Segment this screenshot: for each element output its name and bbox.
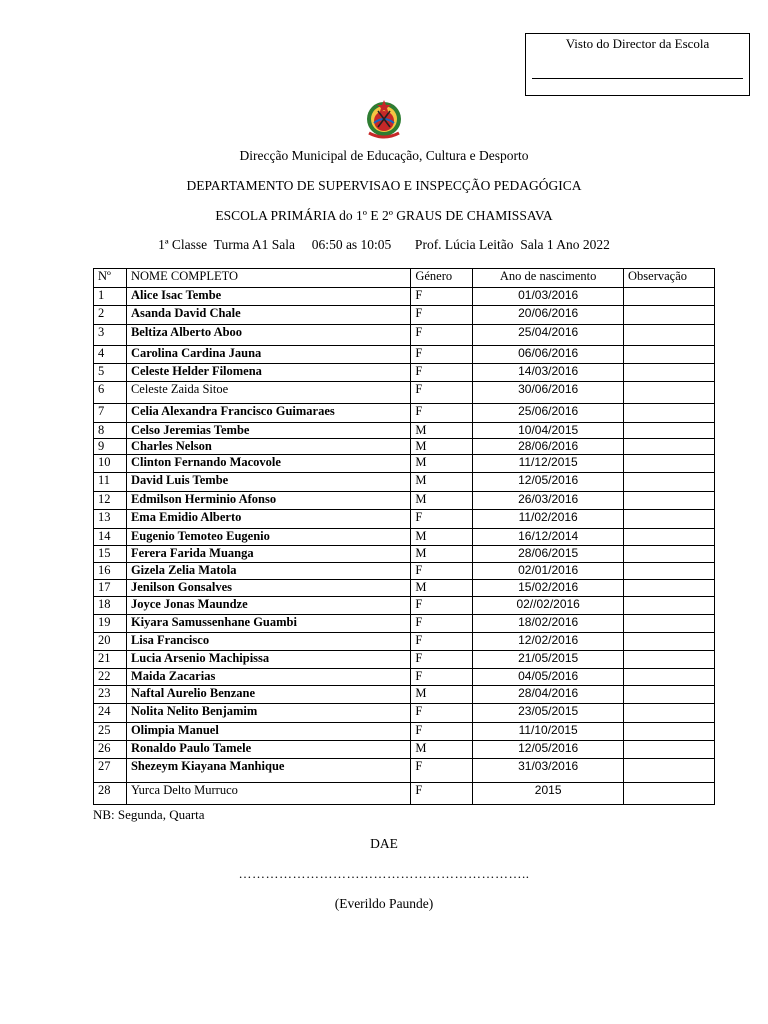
cell-number: 9 bbox=[94, 439, 127, 455]
cell-gender: M bbox=[411, 473, 473, 492]
col-header-gender: Género bbox=[411, 269, 473, 288]
cell-birth-date: 31/03/2016 bbox=[473, 759, 624, 783]
cell-observation bbox=[624, 455, 715, 473]
cell-observation bbox=[624, 669, 715, 686]
cell-birth-date: 2015 bbox=[473, 783, 624, 805]
cell-observation bbox=[624, 546, 715, 563]
cell-name: Carolina Cardina Jauna bbox=[126, 346, 410, 364]
director-approval-label: Visto do Director da Escola bbox=[565, 36, 710, 51]
director-approval-box bbox=[525, 33, 750, 96]
cell-birth-date: 12/02/2016 bbox=[473, 633, 624, 651]
cell-number: 28 bbox=[94, 783, 127, 805]
cell-name: Ferera Farida Muanga bbox=[126, 546, 410, 563]
cell-name: Eugenio Temoteo Eugenio bbox=[126, 529, 410, 546]
cell-gender: M bbox=[411, 455, 473, 473]
cell-observation bbox=[624, 563, 715, 580]
table-row bbox=[94, 783, 715, 805]
table-row bbox=[94, 364, 715, 382]
cell-number: 16 bbox=[94, 563, 127, 580]
cell-gender: F bbox=[411, 704, 473, 723]
cell-number: 25 bbox=[94, 723, 127, 741]
cell-number: 23 bbox=[94, 686, 127, 704]
department-heading: DEPARTAMENTO DE SUPERVISAO E INSPECÇÃO PEDAGÓGICA bbox=[186, 178, 582, 193]
cell-name: Lucia Arsenio Machipissa bbox=[126, 651, 410, 669]
cell-gender: F bbox=[411, 382, 473, 404]
cell-number: 22 bbox=[94, 669, 127, 686]
cell-name: Ema Emidio Alberto bbox=[126, 510, 410, 529]
table-header-row bbox=[94, 269, 715, 288]
cell-observation bbox=[624, 759, 715, 783]
cell-gender: F bbox=[411, 325, 473, 346]
cell-name: Ronaldo Paulo Tamele bbox=[126, 741, 410, 759]
cell-birth-date: 02/01/2016 bbox=[473, 563, 624, 580]
table-row bbox=[94, 529, 715, 546]
cell-observation bbox=[624, 364, 715, 382]
cell-number: 7 bbox=[94, 404, 127, 423]
coat-of-arms-emblem-icon bbox=[361, 97, 407, 139]
signature-line bbox=[532, 78, 743, 79]
table-row bbox=[94, 563, 715, 580]
cell-gender: F bbox=[411, 615, 473, 633]
table-row bbox=[94, 615, 715, 633]
cell-number: 1 bbox=[94, 288, 127, 306]
cell-number: 12 bbox=[94, 492, 127, 510]
table-row bbox=[94, 404, 715, 423]
cell-observation bbox=[624, 288, 715, 306]
table-row bbox=[94, 510, 715, 529]
cell-name: Joyce Jonas Maundze bbox=[126, 597, 410, 615]
cell-name: Naftal Aurelio Benzane bbox=[126, 686, 410, 704]
cell-name: Celeste Zaida Sitoe bbox=[126, 382, 410, 404]
cell-name: Yurca Delto Murruco bbox=[126, 783, 410, 805]
cell-number: 14 bbox=[94, 529, 127, 546]
cell-birth-date: 20/06/2016 bbox=[473, 306, 624, 325]
cell-gender: F bbox=[411, 783, 473, 805]
class-info-text: 1ª Classe Turma A1 Sala 06:50 as 10:05 Prof. Lúcia Leitão Sala 1 Ano 2022 bbox=[158, 237, 610, 252]
cell-name: Asanda David Chale bbox=[126, 306, 410, 325]
cell-name: Gizela Zelia Matola bbox=[126, 563, 410, 580]
cell-birth-date: 01/03/2016 bbox=[473, 288, 624, 306]
cell-gender: F bbox=[411, 346, 473, 364]
cell-number: 24 bbox=[94, 704, 127, 723]
cell-name: Beltiza Alberto Aboo bbox=[126, 325, 410, 346]
cell-observation bbox=[624, 306, 715, 325]
cell-gender: F bbox=[411, 404, 473, 423]
cell-name: Jenilson Gonsalves bbox=[126, 580, 410, 597]
cell-number: 17 bbox=[94, 580, 127, 597]
table-row bbox=[94, 346, 715, 364]
cell-gender: F bbox=[411, 306, 473, 325]
cell-number: 20 bbox=[94, 633, 127, 651]
cell-gender: F bbox=[411, 669, 473, 686]
cell-observation bbox=[624, 741, 715, 759]
cell-observation bbox=[624, 615, 715, 633]
cell-gender: F bbox=[411, 288, 473, 306]
dae-label: DAE bbox=[370, 836, 398, 851]
table-row bbox=[94, 704, 715, 723]
cell-gender: F bbox=[411, 759, 473, 783]
cell-name: Celia Alexandra Francisco Guimaraes bbox=[126, 404, 410, 423]
cell-number: 15 bbox=[94, 546, 127, 563]
cell-birth-date: 06/06/2016 bbox=[473, 346, 624, 364]
cell-observation bbox=[624, 783, 715, 805]
cell-gender: F bbox=[411, 723, 473, 741]
cell-gender: F bbox=[411, 510, 473, 529]
cell-birth-date: 12/05/2016 bbox=[473, 473, 624, 492]
cell-gender: M bbox=[411, 580, 473, 597]
cell-birth-date: 11/02/2016 bbox=[473, 510, 624, 529]
cell-observation bbox=[624, 439, 715, 455]
cell-name: Edmilson Herminio Afonso bbox=[126, 492, 410, 510]
cell-name: David Luis Tembe bbox=[126, 473, 410, 492]
cell-number: 11 bbox=[94, 473, 127, 492]
cell-observation bbox=[624, 423, 715, 439]
cell-number: 5 bbox=[94, 364, 127, 382]
cell-gender: F bbox=[411, 651, 473, 669]
cell-birth-date: 14/03/2016 bbox=[473, 364, 624, 382]
cell-gender: M bbox=[411, 546, 473, 563]
table-row bbox=[94, 288, 715, 306]
col-header-observation: Observação bbox=[624, 269, 715, 288]
cell-number: 21 bbox=[94, 651, 127, 669]
table-row bbox=[94, 723, 715, 741]
table-row bbox=[94, 473, 715, 492]
cell-observation bbox=[624, 651, 715, 669]
table-row bbox=[94, 423, 715, 439]
cell-birth-date: 28/06/2016 bbox=[473, 439, 624, 455]
cell-name: Maida Zacarias bbox=[126, 669, 410, 686]
cell-number: 4 bbox=[94, 346, 127, 364]
cell-gender: F bbox=[411, 597, 473, 615]
signatory-name: (Everildo Paunde) bbox=[334, 896, 434, 911]
cell-name: Clinton Fernando Macovole bbox=[126, 455, 410, 473]
school-heading: ESCOLA PRIMÁRIA do 1º E 2º GRAUS DE CHAMISSAVA bbox=[215, 208, 553, 223]
cell-birth-date: 10/04/2015 bbox=[473, 423, 624, 439]
cell-observation bbox=[624, 686, 715, 704]
cell-birth-date: 02//02/2016 bbox=[473, 597, 624, 615]
cell-birth-date: 12/05/2016 bbox=[473, 741, 624, 759]
cell-number: 2 bbox=[94, 306, 127, 325]
cell-number: 19 bbox=[94, 615, 127, 633]
cell-gender: F bbox=[411, 563, 473, 580]
cell-observation bbox=[624, 382, 715, 404]
cell-observation bbox=[624, 580, 715, 597]
cell-name: Alice Isac Tembe bbox=[126, 288, 410, 306]
cell-number: 10 bbox=[94, 455, 127, 473]
nb-note: NB: Segunda, Quarta bbox=[93, 807, 205, 822]
municipal-directorate-heading: Direcção Municipal de Educação, Cultura e Desporto bbox=[239, 148, 529, 163]
table-row bbox=[94, 669, 715, 686]
cell-gender: F bbox=[411, 364, 473, 382]
cell-observation bbox=[624, 723, 715, 741]
cell-observation bbox=[624, 510, 715, 529]
cell-number: 18 bbox=[94, 597, 127, 615]
table-row bbox=[94, 759, 715, 783]
cell-observation bbox=[624, 597, 715, 615]
table-row bbox=[94, 686, 715, 704]
cell-birth-date: 25/04/2016 bbox=[473, 325, 624, 346]
cell-birth-date: 28/06/2015 bbox=[473, 546, 624, 563]
cell-gender: M bbox=[411, 439, 473, 455]
cell-birth-date: 26/03/2016 bbox=[473, 492, 624, 510]
cell-birth-date: 28/04/2016 bbox=[473, 686, 624, 704]
cell-number: 13 bbox=[94, 510, 127, 529]
table-body bbox=[94, 288, 715, 805]
table-row bbox=[94, 306, 715, 325]
table-row bbox=[94, 492, 715, 510]
cell-name: Nolita Nelito Benjamim bbox=[126, 704, 410, 723]
signature-dotted-line: ……………………………………………………….. bbox=[238, 866, 530, 881]
table-row bbox=[94, 455, 715, 473]
cell-birth-date: 30/06/2016 bbox=[473, 382, 624, 404]
cell-birth-date: 11/12/2015 bbox=[473, 455, 624, 473]
cell-gender: M bbox=[411, 492, 473, 510]
cell-number: 26 bbox=[94, 741, 127, 759]
table-row bbox=[94, 439, 715, 455]
cell-gender: M bbox=[411, 423, 473, 439]
table-row bbox=[94, 597, 715, 615]
cell-observation bbox=[624, 633, 715, 651]
cell-gender: M bbox=[411, 529, 473, 546]
col-header-birth: Ano de nascimento bbox=[473, 269, 624, 288]
cell-observation bbox=[624, 704, 715, 723]
table-row bbox=[94, 546, 715, 563]
table-row bbox=[94, 325, 715, 346]
cell-birth-date: 16/12/2014 bbox=[473, 529, 624, 546]
table-row bbox=[94, 580, 715, 597]
cell-birth-date: 21/05/2015 bbox=[473, 651, 624, 669]
cell-name: Kiyara Samussenhane Guambi bbox=[126, 615, 410, 633]
cell-observation bbox=[624, 346, 715, 364]
cell-number: 27 bbox=[94, 759, 127, 783]
cell-number: 6 bbox=[94, 382, 127, 404]
table-row bbox=[94, 382, 715, 404]
cell-observation bbox=[624, 325, 715, 346]
student-list-table bbox=[93, 268, 715, 805]
cell-observation bbox=[624, 404, 715, 423]
cell-number: 3 bbox=[94, 325, 127, 346]
cell-observation bbox=[624, 492, 715, 510]
cell-gender: F bbox=[411, 633, 473, 651]
cell-birth-date: 15/02/2016 bbox=[473, 580, 624, 597]
cell-observation bbox=[624, 473, 715, 492]
cell-birth-date: 25/06/2016 bbox=[473, 404, 624, 423]
cell-number: 8 bbox=[94, 423, 127, 439]
cell-name: Shezeym Kiayana Manhique bbox=[126, 759, 410, 783]
cell-gender: M bbox=[411, 686, 473, 704]
col-header-number: Nº bbox=[94, 269, 127, 288]
cell-name: Celso Jeremias Tembe bbox=[126, 423, 410, 439]
table-row bbox=[94, 651, 715, 669]
cell-birth-date: 23/05/2015 bbox=[473, 704, 624, 723]
cell-name: Olimpia Manuel bbox=[126, 723, 410, 741]
cell-name: Lisa Francisco bbox=[126, 633, 410, 651]
cell-name: Charles Nelson bbox=[126, 439, 410, 455]
table-row bbox=[94, 741, 715, 759]
cell-birth-date: 18/02/2016 bbox=[473, 615, 624, 633]
class-info bbox=[0, 237, 768, 253]
cell-gender: M bbox=[411, 741, 473, 759]
cell-birth-date: 04/05/2016 bbox=[473, 669, 624, 686]
cell-observation bbox=[624, 529, 715, 546]
cell-name: Celeste Helder Filomena bbox=[126, 364, 410, 382]
col-header-name: NOME COMPLETO bbox=[126, 269, 410, 288]
table-row bbox=[94, 633, 715, 651]
cell-birth-date: 11/10/2015 bbox=[473, 723, 624, 741]
